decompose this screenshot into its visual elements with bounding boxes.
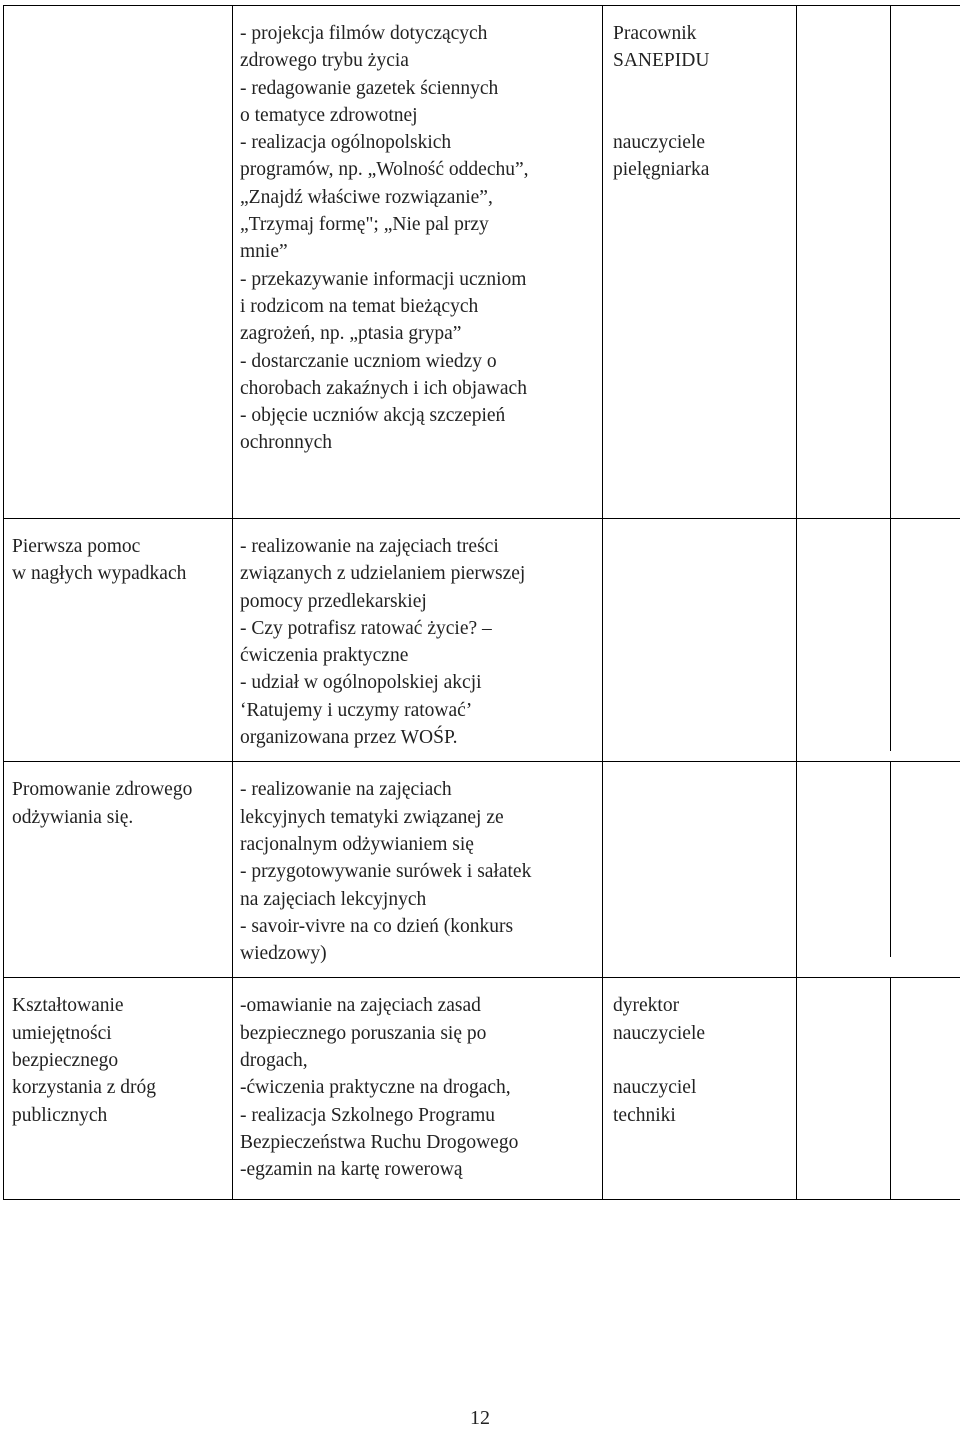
table-row (4, 762, 960, 978)
responsible-cell (603, 978, 797, 1200)
activities-text: -omawianie na zajęciach zasad bezpiecznego poruszania się po drogach, -ćwiczenia praktyczne na drogach, - realizacja Szkolnego Programu Bezpieczeństwa Ruchu Drogowego -egzamin na kartę rowerową (240, 995, 519, 1181)
area-cell (4, 519, 233, 762)
term-cell (797, 519, 891, 751)
term-cell (797, 978, 891, 1199)
area-text: Promowanie zdrowego odżywiania się. (12, 779, 193, 828)
activities-text: - realizowanie na zajęciach treści związanych z udzielaniem pierwszej pomocy przedlekarskiej - Czy potrafisz ratować życie? – ćwiczenia praktyczne - udział w ogólnopolskiej akcji ‘Ratujemy i uczymy ratować’ organizowana przez WOŚP. (240, 536, 526, 749)
activities-cell (233, 978, 603, 1200)
activities-text: - projekcja filmów dotyczących zdrowego trybu życia - redagowanie gazetek ściennych o tematyce zdrowotnej - realizacja ogólnopolskich programów, np. „Wolność oddechu”, „Znajdź właściwe rozwiązanie”, „Trzymaj formę"; „Nie pal przy mnie” - przekazywanie informacji uczniom i rodzicom na temat bieżących zagrożeń, np. „ptasia grypa” - dostarczanie uczniom wiedzy o chorobach zakaźnych i ich objawach - objęcie uczniów akcją szczepień ochronnych (240, 23, 529, 454)
responsible-text: dyrektor nauczyciele nauczyciel techniki (613, 995, 706, 1126)
term-cell (797, 762, 891, 957)
area-text: Pierwsza pomoc w nagłych wypadkach (12, 536, 187, 585)
page-number: 12 (470, 1407, 490, 1429)
table-row (4, 978, 960, 1200)
extra-cells (797, 6, 960, 519)
activities-cell (233, 762, 603, 978)
activities-text: - realizowanie na zajęciach lekcyjnych tematyki związanej ze racjonalnym odżywianiem się - przygotowywanie surówek i sałatek na zajęciach lekcyjnych - savoir-vivre na co dzień (konkurs wiedzowy) (240, 779, 532, 965)
notes-cell (891, 978, 960, 1199)
area-cell (4, 978, 233, 1200)
notes-cell (891, 519, 960, 751)
notes-cell (891, 762, 960, 957)
extra-cells (797, 978, 960, 1200)
responsible-text: Pracownik SANEPIDU nauczyciele pielęgniarka (613, 23, 710, 181)
responsible-cell (603, 519, 797, 762)
plan-table (3, 5, 960, 1200)
extra-cells (797, 519, 960, 762)
notes-cell (891, 6, 960, 518)
responsible-cell (603, 762, 797, 978)
activities-cell (233, 6, 603, 519)
responsible-text (603, 762, 796, 786)
responsible-text (603, 519, 796, 543)
table-row (4, 519, 960, 762)
area-cell (4, 762, 233, 978)
table-row (4, 6, 960, 519)
responsible-cell (603, 6, 797, 519)
term-cell (797, 6, 891, 518)
area-text: Kształtowanie umiejętności bezpiecznego korzystania z dróg publicznych (12, 995, 157, 1126)
activities-cell (233, 519, 603, 762)
extra-cells (797, 762, 960, 978)
area-text (4, 6, 232, 30)
area-cell (4, 6, 233, 519)
